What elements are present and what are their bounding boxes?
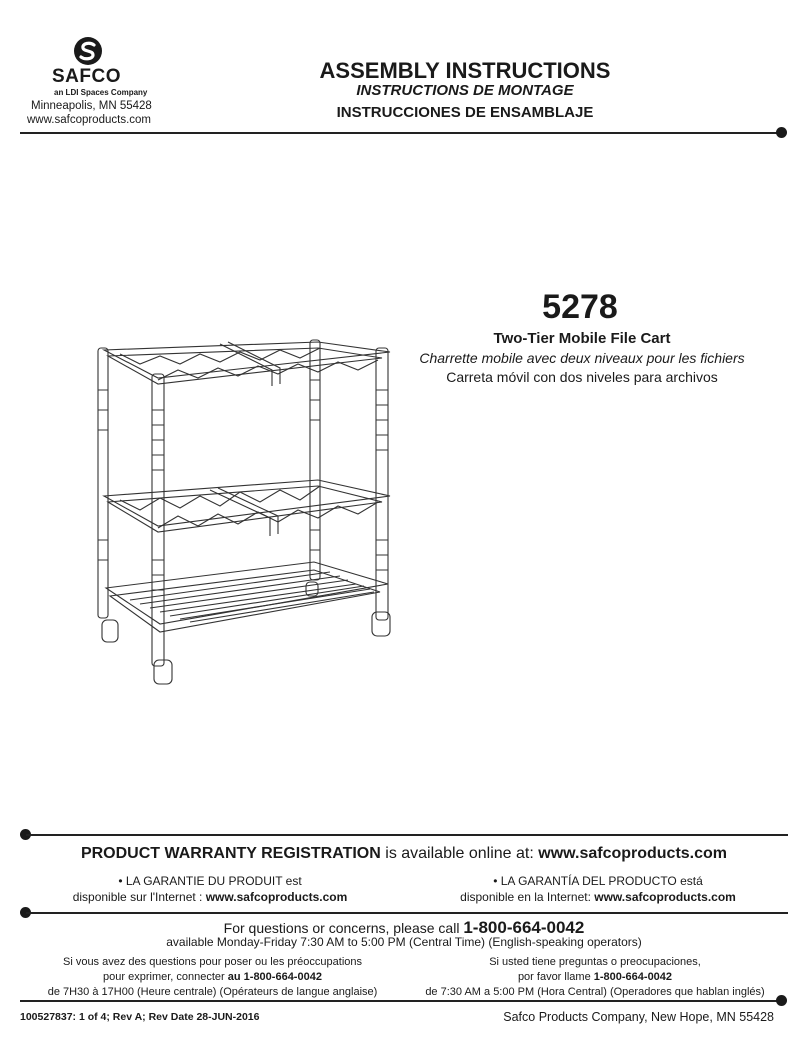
contact-french-line2: pour exprimer, connecter xyxy=(103,971,228,983)
contact-hours: available Monday-Friday 7:30 AM to 5:00 PM (Central Time) (English-speaking operators) xyxy=(166,935,642,949)
contact-divider xyxy=(26,912,788,914)
warranty-french xyxy=(20,873,400,905)
warranty-spanish-line1: • LA GARANTÍA DEL PRODUCTO está xyxy=(493,874,703,888)
contact-spanish-line3: de 7:30 AM a 5:00 PM (Hora Central) (Operadores que hablan inglés) xyxy=(425,986,765,998)
model-number: 5278 xyxy=(542,288,618,326)
contact-spanish-line1: Si usted tiene preguntas o preocupaciones, xyxy=(489,956,701,968)
warranty-url-link[interactable]: www.safcoproducts.com xyxy=(538,845,728,862)
contact-spanish-line2: por favor llame xyxy=(517,971,594,983)
product-name-french: Charrette mobile avec deux niveaux pour les fichiers xyxy=(419,350,745,366)
contact-spanish-phone[interactable]: 1-800-664-0042 xyxy=(593,971,673,983)
warranty-spanish xyxy=(408,873,788,905)
contact-spanish xyxy=(390,955,800,1000)
product-name-spanish: Carreta móvil con dos niveles para archivos xyxy=(446,369,718,385)
contact-french-phone[interactable]: au 1-800-664-0042 xyxy=(227,971,322,983)
title-english: ASSEMBLY INSTRUCTIONS xyxy=(319,58,611,83)
warranty-registration-line xyxy=(20,845,788,863)
warranty-spanish-url-link[interactable]: www.safcoproducts.com xyxy=(594,890,736,904)
brand-subtitle: an LDI Spaces Company xyxy=(54,88,148,97)
warranty-french-line1: • LA GARANTIE DU PRODUIT est xyxy=(118,874,302,888)
warranty-french-url-link[interactable]: www.safcoproducts.com xyxy=(205,890,348,904)
warranty-middle-text: is available online at: xyxy=(380,845,539,862)
title-french: INSTRUCTIONS DE MONTAGE xyxy=(356,82,574,99)
company-location: Minneapolis, MN 55428 xyxy=(31,100,152,112)
warranty-french-line2: disponible sur l'Internet : xyxy=(72,890,206,904)
company-address: Safco Products Company, New Hope, MN 55428 xyxy=(503,1010,774,1024)
footer-divider-end-dot xyxy=(776,995,787,1006)
contact-french-line1: Si vous avez des questions pour poser ou les préoccupations xyxy=(62,956,362,968)
company-website: www.safcoproducts.com xyxy=(27,114,151,126)
title-spanish: INSTRUCCIONES DE ENSAMBLAJE xyxy=(336,104,594,121)
warranty-title: PRODUCT WARRANTY REGISTRATION xyxy=(80,845,381,862)
header-divider xyxy=(20,132,782,134)
contact-phone[interactable]: 1-800-664-0042 xyxy=(463,918,585,937)
header-divider-end-dot xyxy=(776,127,787,138)
product-name-english: Two-Tier Mobile File Cart xyxy=(493,330,671,347)
warranty-divider xyxy=(26,834,788,836)
warranty-spanish-line2: disponible en la Internet: xyxy=(460,890,595,904)
contact-french xyxy=(10,955,415,1000)
brand-name: SAFCO xyxy=(52,66,121,87)
file-cart-illustration xyxy=(90,330,410,690)
safco-s-icon xyxy=(73,36,103,66)
document-id: 100527837: 1 of 4; Rev A; Rev Date 28-JUN-2016 xyxy=(20,1011,260,1023)
footer-divider xyxy=(20,1000,782,1002)
contact-prefix: For questions or concerns, please call xyxy=(223,920,464,936)
contact-french-line3: de 7H30 à 17H00 (Heure centrale) (Opérateurs de langue anglaise) xyxy=(47,986,378,998)
